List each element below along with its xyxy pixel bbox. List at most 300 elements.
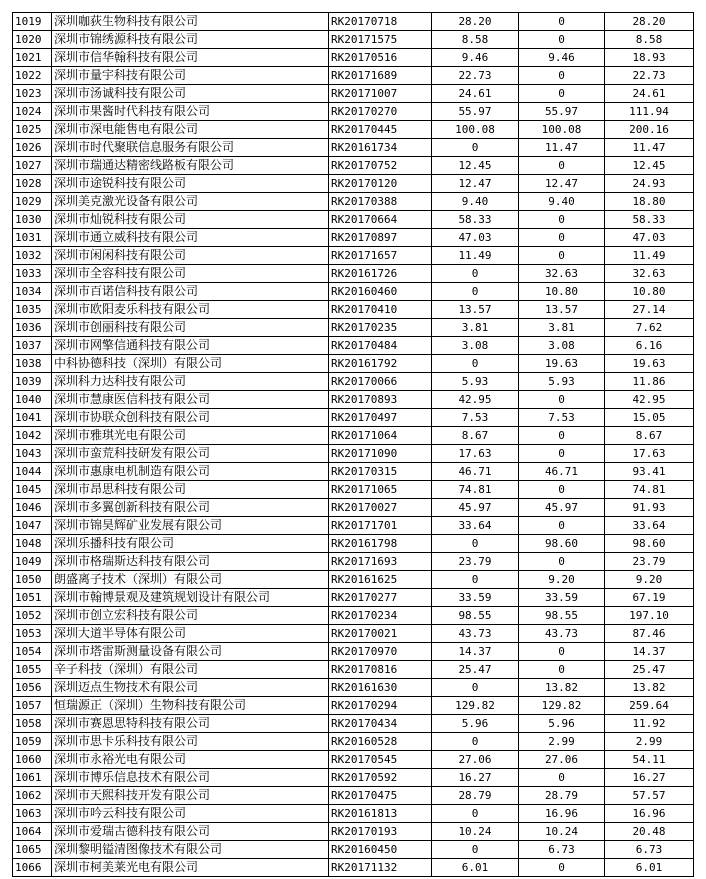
amount-total: 17.63	[605, 445, 694, 463]
amount-total: 2.99	[605, 733, 694, 751]
row-number: 1026	[13, 139, 52, 157]
project-code: RK20160528	[329, 733, 432, 751]
amount-1: 47.03	[432, 229, 519, 247]
amount-1: 8.58	[432, 31, 519, 49]
amount-1: 46.71	[432, 463, 519, 481]
funding-table	[12, 12, 694, 877]
project-code: RK20170664	[329, 211, 432, 229]
amount-total: 12.45	[605, 157, 694, 175]
amount-total: 91.93	[605, 499, 694, 517]
company-name: 深圳大道半导体有限公司	[52, 625, 329, 643]
row-number: 1054	[13, 643, 52, 661]
amount-total: 11.49	[605, 247, 694, 265]
amount-2: 98.60	[519, 535, 605, 553]
amount-2: 98.55	[519, 607, 605, 625]
amount-total: 197.10	[605, 607, 694, 625]
project-code: RK20161813	[329, 805, 432, 823]
row-number: 1056	[13, 679, 52, 697]
amount-total: 33.64	[605, 517, 694, 535]
row-number: 1039	[13, 373, 52, 391]
company-name: 深圳黎明镒清图像技术有限公司	[52, 841, 329, 859]
amount-1: 13.57	[432, 301, 519, 319]
amount-total: 22.73	[605, 67, 694, 85]
amount-total: 10.80	[605, 283, 694, 301]
company-name: 深圳市爱瑞古德科技有限公司	[52, 823, 329, 841]
project-code: RK20160460	[329, 283, 432, 301]
amount-1: 9.46	[432, 49, 519, 67]
table-row	[13, 157, 694, 175]
amount-total: 8.58	[605, 31, 694, 49]
row-number: 1053	[13, 625, 52, 643]
company-name: 辛子科技（深圳）有限公司	[52, 661, 329, 679]
amount-1: 129.82	[432, 697, 519, 715]
project-code: RK20161726	[329, 265, 432, 283]
row-number: 1030	[13, 211, 52, 229]
amount-2: 0	[519, 391, 605, 409]
company-name: 深圳市翰博景观及建筑规划设计有限公司	[52, 589, 329, 607]
amount-1: 0	[432, 571, 519, 589]
amount-1: 17.63	[432, 445, 519, 463]
row-number: 1046	[13, 499, 52, 517]
table-row	[13, 553, 694, 571]
amount-2: 0	[519, 517, 605, 535]
project-code: RK20170897	[329, 229, 432, 247]
table-row	[13, 373, 694, 391]
company-name: 深圳市百诺信科技有限公司	[52, 283, 329, 301]
company-name: 深圳市锦绣源科技有限公司	[52, 31, 329, 49]
company-name: 深圳迈点生物技术有限公司	[52, 679, 329, 697]
amount-total: 58.33	[605, 211, 694, 229]
table-row	[13, 589, 694, 607]
amount-1: 43.73	[432, 625, 519, 643]
amount-2: 0	[519, 31, 605, 49]
amount-total: 259.64	[605, 697, 694, 715]
company-name: 深圳市创立宏科技有限公司	[52, 607, 329, 625]
table-row	[13, 427, 694, 445]
amount-1: 28.79	[432, 787, 519, 805]
row-number: 1048	[13, 535, 52, 553]
company-name: 深圳市途锐科技有限公司	[52, 175, 329, 193]
row-number: 1065	[13, 841, 52, 859]
row-number: 1028	[13, 175, 52, 193]
amount-total: 98.60	[605, 535, 694, 553]
amount-1: 3.81	[432, 319, 519, 337]
amount-total: 67.19	[605, 589, 694, 607]
table-row	[13, 409, 694, 427]
amount-1: 33.64	[432, 517, 519, 535]
project-code: RK20171064	[329, 427, 432, 445]
table-row	[13, 481, 694, 499]
amount-1: 0	[432, 733, 519, 751]
company-name: 深圳市蛮荒科技研发有限公司	[52, 445, 329, 463]
company-name: 深圳市深电能售电有限公司	[52, 121, 329, 139]
amount-1: 0	[432, 679, 519, 697]
row-number: 1021	[13, 49, 52, 67]
amount-total: 24.93	[605, 175, 694, 193]
amount-total: 18.93	[605, 49, 694, 67]
project-code: RK20170021	[329, 625, 432, 643]
project-code: RK20170516	[329, 49, 432, 67]
company-name: 深圳市吟云科技有限公司	[52, 805, 329, 823]
row-number: 1062	[13, 787, 52, 805]
company-name: 深圳美克激光设备有限公司	[52, 193, 329, 211]
table-row	[13, 175, 694, 193]
row-number: 1043	[13, 445, 52, 463]
amount-total: 93.41	[605, 463, 694, 481]
amount-1: 45.97	[432, 499, 519, 517]
row-number: 1066	[13, 859, 52, 877]
amount-2: 0	[519, 247, 605, 265]
table-row	[13, 499, 694, 517]
company-name: 深圳市多翼创新科技有限公司	[52, 499, 329, 517]
company-name: 深圳市塔雷斯测量设备有限公司	[52, 643, 329, 661]
amount-1: 14.37	[432, 643, 519, 661]
table-row	[13, 643, 694, 661]
row-number: 1042	[13, 427, 52, 445]
amount-total: 7.62	[605, 319, 694, 337]
amount-1: 42.95	[432, 391, 519, 409]
project-code: RK20171132	[329, 859, 432, 877]
row-number: 1064	[13, 823, 52, 841]
amount-1: 12.45	[432, 157, 519, 175]
project-code: RK20170970	[329, 643, 432, 661]
row-number: 1058	[13, 715, 52, 733]
amount-2: 32.63	[519, 265, 605, 283]
company-name: 深圳市量宇科技有限公司	[52, 67, 329, 85]
project-code: RK20161625	[329, 571, 432, 589]
row-number: 1051	[13, 589, 52, 607]
project-code: RK20170484	[329, 337, 432, 355]
row-number: 1027	[13, 157, 52, 175]
table-row	[13, 85, 694, 103]
table-row	[13, 211, 694, 229]
project-code: RK20161792	[329, 355, 432, 373]
amount-2: 5.96	[519, 715, 605, 733]
project-code: RK20170120	[329, 175, 432, 193]
table-row	[13, 697, 694, 715]
table-row	[13, 823, 694, 841]
amount-total: 111.94	[605, 103, 694, 121]
company-name: 深圳市赛恩思特科技有限公司	[52, 715, 329, 733]
table-row	[13, 445, 694, 463]
amount-1: 3.08	[432, 337, 519, 355]
company-name: 深圳市灿锐科技有限公司	[52, 211, 329, 229]
amount-total: 16.96	[605, 805, 694, 823]
project-code: RK20170410	[329, 301, 432, 319]
table-row	[13, 859, 694, 877]
amount-2: 9.20	[519, 571, 605, 589]
amount-1: 5.96	[432, 715, 519, 733]
row-number: 1036	[13, 319, 52, 337]
company-name: 深圳市博乐信息技术有限公司	[52, 769, 329, 787]
amount-2: 43.73	[519, 625, 605, 643]
company-name: 深圳市思卡乐科技有限公司	[52, 733, 329, 751]
project-code: RK20161734	[329, 139, 432, 157]
amount-2: 0	[519, 661, 605, 679]
project-code: RK20161798	[329, 535, 432, 553]
amount-1: 5.93	[432, 373, 519, 391]
amount-1: 10.24	[432, 823, 519, 841]
amount-1: 74.81	[432, 481, 519, 499]
company-name: 深圳市锦昊辉矿业发展有限公司	[52, 517, 329, 535]
amount-2: 0	[519, 157, 605, 175]
table-body	[13, 13, 694, 877]
company-name: 深圳咖荻生物科技有限公司	[52, 13, 329, 31]
table-row	[13, 661, 694, 679]
table-row	[13, 247, 694, 265]
amount-total: 57.57	[605, 787, 694, 805]
row-number: 1033	[13, 265, 52, 283]
project-code: RK20170434	[329, 715, 432, 733]
amount-2: 6.73	[519, 841, 605, 859]
amount-total: 8.67	[605, 427, 694, 445]
company-name: 深圳市格瑞斯达科技有限公司	[52, 553, 329, 571]
amount-2: 33.59	[519, 589, 605, 607]
row-number: 1061	[13, 769, 52, 787]
amount-total: 24.61	[605, 85, 694, 103]
table-row	[13, 139, 694, 157]
project-code: RK20170893	[329, 391, 432, 409]
company-name: 深圳市永裕光电有限公司	[52, 751, 329, 769]
company-name: 深圳市信华翰科技有限公司	[52, 49, 329, 67]
amount-1: 16.27	[432, 769, 519, 787]
amount-total: 11.92	[605, 715, 694, 733]
project-code: RK20170315	[329, 463, 432, 481]
amount-1: 8.67	[432, 427, 519, 445]
amount-total: 6.73	[605, 841, 694, 859]
row-number: 1031	[13, 229, 52, 247]
row-number: 1057	[13, 697, 52, 715]
amount-1: 33.59	[432, 589, 519, 607]
table-row	[13, 229, 694, 247]
company-name: 深圳市天熙科技开发有限公司	[52, 787, 329, 805]
project-code: RK20170816	[329, 661, 432, 679]
row-number: 1020	[13, 31, 52, 49]
project-code: RK20170752	[329, 157, 432, 175]
amount-total: 25.47	[605, 661, 694, 679]
row-number: 1037	[13, 337, 52, 355]
project-code: RK20171090	[329, 445, 432, 463]
amount-1: 23.79	[432, 553, 519, 571]
company-name: 深圳市柯美莱光电有限公司	[52, 859, 329, 877]
row-number: 1024	[13, 103, 52, 121]
amount-1: 12.47	[432, 175, 519, 193]
row-number: 1035	[13, 301, 52, 319]
table-row	[13, 787, 694, 805]
amount-2: 0	[519, 427, 605, 445]
table-row	[13, 751, 694, 769]
row-number: 1052	[13, 607, 52, 625]
amount-2: 3.81	[519, 319, 605, 337]
project-code: RK20170234	[329, 607, 432, 625]
row-number: 1019	[13, 13, 52, 31]
table-row	[13, 391, 694, 409]
project-code: RK20170445	[329, 121, 432, 139]
company-name: 深圳市慧康医信科技有限公司	[52, 391, 329, 409]
amount-total: 200.16	[605, 121, 694, 139]
company-name: 朗盛离子技术（深圳）有限公司	[52, 571, 329, 589]
amount-2: 28.79	[519, 787, 605, 805]
project-code: RK20171575	[329, 31, 432, 49]
amount-1: 0	[432, 355, 519, 373]
row-number: 1060	[13, 751, 52, 769]
project-code: RK20170294	[329, 697, 432, 715]
row-number: 1045	[13, 481, 52, 499]
project-code: RK20170193	[329, 823, 432, 841]
amount-2: 9.40	[519, 193, 605, 211]
project-code: RK20170277	[329, 589, 432, 607]
amount-2: 0	[519, 211, 605, 229]
row-number: 1063	[13, 805, 52, 823]
amount-1: 27.06	[432, 751, 519, 769]
project-code: RK20171657	[329, 247, 432, 265]
company-name: 深圳市网擎信通科技有限公司	[52, 337, 329, 355]
amount-1: 0	[432, 535, 519, 553]
amount-total: 28.20	[605, 13, 694, 31]
amount-2: 0	[519, 67, 605, 85]
amount-2: 0	[519, 85, 605, 103]
amount-1: 0	[432, 139, 519, 157]
amount-total: 6.16	[605, 337, 694, 355]
amount-2: 0	[519, 859, 605, 877]
amount-total: 27.14	[605, 301, 694, 319]
row-number: 1040	[13, 391, 52, 409]
amount-total: 19.63	[605, 355, 694, 373]
table-row	[13, 625, 694, 643]
row-number: 1050	[13, 571, 52, 589]
amount-2: 9.46	[519, 49, 605, 67]
table-row	[13, 355, 694, 373]
project-code: RK20170718	[329, 13, 432, 31]
amount-2: 11.47	[519, 139, 605, 157]
amount-2: 0	[519, 229, 605, 247]
project-code: RK20171007	[329, 85, 432, 103]
table-row	[13, 103, 694, 121]
amount-2: 2.99	[519, 733, 605, 751]
amount-2: 16.96	[519, 805, 605, 823]
amount-2: 10.80	[519, 283, 605, 301]
amount-total: 11.47	[605, 139, 694, 157]
table-row	[13, 49, 694, 67]
row-number: 1038	[13, 355, 52, 373]
amount-2: 13.57	[519, 301, 605, 319]
row-number: 1044	[13, 463, 52, 481]
company-name: 深圳市时代聚联信息服务有限公司	[52, 139, 329, 157]
company-name: 深圳市惠康电机制造有限公司	[52, 463, 329, 481]
table-row	[13, 607, 694, 625]
amount-total: 20.48	[605, 823, 694, 841]
table-row	[13, 841, 694, 859]
company-name: 深圳市汤诚科技有限公司	[52, 85, 329, 103]
company-name: 深圳市昂思科技有限公司	[52, 481, 329, 499]
project-code: RK20171701	[329, 517, 432, 535]
table-row	[13, 715, 694, 733]
row-number: 1047	[13, 517, 52, 535]
amount-1: 11.49	[432, 247, 519, 265]
table-row	[13, 67, 694, 85]
table-row	[13, 283, 694, 301]
row-number: 1032	[13, 247, 52, 265]
table-row	[13, 805, 694, 823]
amount-total: 11.86	[605, 373, 694, 391]
project-code: RK20171689	[329, 67, 432, 85]
project-code: RK20160450	[329, 841, 432, 859]
project-code: RK20170270	[329, 103, 432, 121]
table-row	[13, 733, 694, 751]
company-name: 深圳市协联众创科技有限公司	[52, 409, 329, 427]
amount-2: 0	[519, 13, 605, 31]
amount-1: 25.47	[432, 661, 519, 679]
project-code: RK20170475	[329, 787, 432, 805]
amount-1: 22.73	[432, 67, 519, 85]
amount-total: 6.01	[605, 859, 694, 877]
amount-2: 5.93	[519, 373, 605, 391]
amount-2: 46.71	[519, 463, 605, 481]
amount-1: 7.53	[432, 409, 519, 427]
amount-2: 129.82	[519, 697, 605, 715]
company-name: 深圳市通立威科技有限公司	[52, 229, 329, 247]
table-row	[13, 13, 694, 31]
amount-2: 0	[519, 769, 605, 787]
company-name: 深圳市雅琪光电有限公司	[52, 427, 329, 445]
table-row	[13, 265, 694, 283]
amount-1: 100.08	[432, 121, 519, 139]
project-code: RK20170388	[329, 193, 432, 211]
amount-1: 0	[432, 841, 519, 859]
row-number: 1023	[13, 85, 52, 103]
amount-total: 18.80	[605, 193, 694, 211]
amount-1: 6.01	[432, 859, 519, 877]
amount-total: 54.11	[605, 751, 694, 769]
table-row	[13, 571, 694, 589]
amount-total: 23.79	[605, 553, 694, 571]
table-row	[13, 193, 694, 211]
amount-1: 58.33	[432, 211, 519, 229]
table-row	[13, 301, 694, 319]
company-name: 深圳市瑞通达精密线路板有限公司	[52, 157, 329, 175]
table-row	[13, 517, 694, 535]
row-number: 1029	[13, 193, 52, 211]
amount-1: 98.55	[432, 607, 519, 625]
project-code: RK20171065	[329, 481, 432, 499]
amount-2: 0	[519, 481, 605, 499]
project-code: RK20170066	[329, 373, 432, 391]
amount-1: 0	[432, 805, 519, 823]
amount-total: 14.37	[605, 643, 694, 661]
row-number: 1059	[13, 733, 52, 751]
amount-2: 10.24	[519, 823, 605, 841]
amount-2: 55.97	[519, 103, 605, 121]
company-name: 深圳市闲闲科技有限公司	[52, 247, 329, 265]
row-number: 1034	[13, 283, 52, 301]
table-row	[13, 319, 694, 337]
amount-total: 32.63	[605, 265, 694, 283]
amount-total: 74.81	[605, 481, 694, 499]
company-name: 深圳科力达科技有限公司	[52, 373, 329, 391]
amount-1: 24.61	[432, 85, 519, 103]
project-code: RK20170545	[329, 751, 432, 769]
amount-1: 28.20	[432, 13, 519, 31]
table-row	[13, 121, 694, 139]
company-name: 深圳市创丽科技有限公司	[52, 319, 329, 337]
amount-2: 0	[519, 445, 605, 463]
table-row	[13, 31, 694, 49]
amount-1: 0	[432, 283, 519, 301]
project-code: RK20170592	[329, 769, 432, 787]
amount-total: 15.05	[605, 409, 694, 427]
amount-2: 19.63	[519, 355, 605, 373]
amount-total: 42.95	[605, 391, 694, 409]
